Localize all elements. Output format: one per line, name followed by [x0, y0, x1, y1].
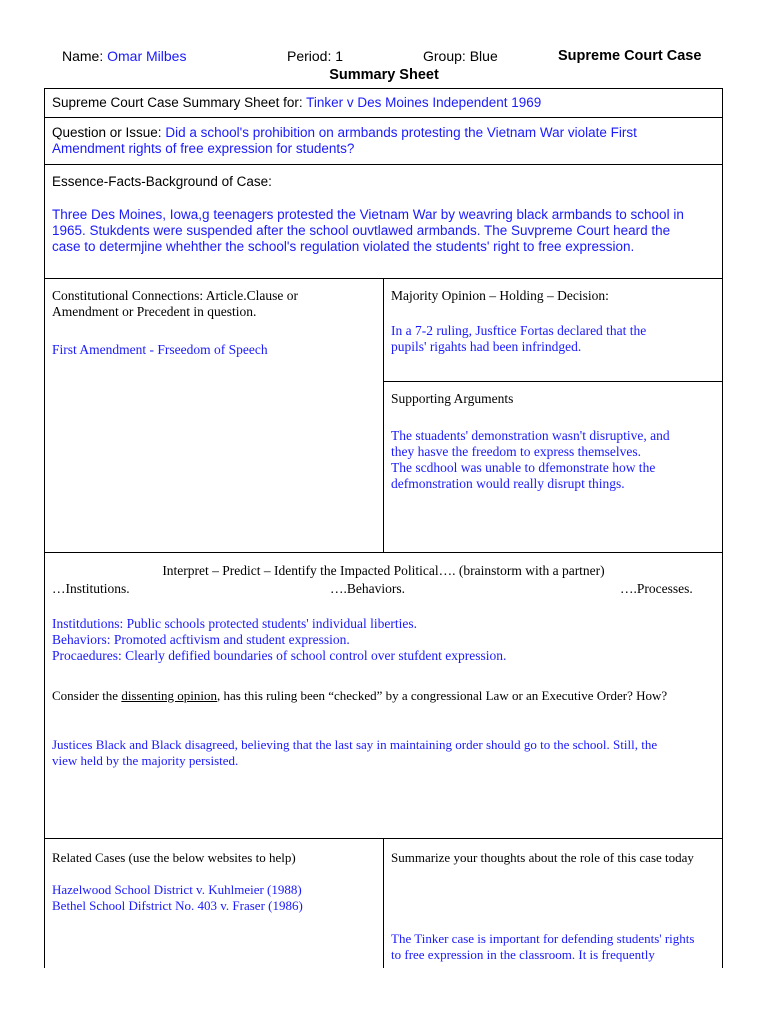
divider-4 [44, 552, 723, 553]
group-label: Group: [423, 48, 466, 64]
related-case-1: Hazelwood School District v. Kuhlmeier (1988) [52, 882, 302, 897]
vertical-divider-upper [383, 278, 384, 552]
consider-pre: Consider the [52, 688, 122, 703]
interpret-answers [52, 616, 720, 664]
answer-institutions: Institdutions: Public schools protected students' individual liberties. [52, 616, 418, 631]
majority-text [391, 323, 719, 355]
interpret-col-processes: ….Processes. [620, 581, 693, 596]
student-name: Omar Milbes [107, 48, 187, 64]
divider-1 [44, 117, 723, 118]
dissent-line-1: Justices Black and Black disagreed, believing that the last say in maintaining order should go to the school. Still, the [52, 737, 658, 752]
summary-label: Summarize your thoughts about the role of this case today [391, 850, 694, 865]
dissenting-opinion-link: dissenting opinion [121, 688, 218, 703]
supporting-line-3: The scdhool was unable to dfemonstrate how the [391, 460, 656, 475]
period-label: Period: [287, 48, 332, 64]
consider-post: , has this ruling been “checked” by a congressional Law or an Executive Order? How? [217, 688, 668, 703]
essence-text [52, 207, 720, 255]
case-label: Supreme Court Case Summary Sheet for: [52, 95, 303, 110]
answer-behaviors: Behaviors: Promoted acftivism and student expression. [52, 632, 350, 647]
period-value: 1 [335, 48, 344, 64]
constitutional-value: First Amendment - Frseedom of Speech [52, 342, 268, 357]
majority-line-2: pupils' rigahts had been infrindged. [391, 339, 582, 354]
related-cases [52, 882, 377, 914]
dissent-answer [52, 737, 720, 769]
dissent-line-2: view held by the majority persisted. [52, 753, 239, 768]
group-field [423, 48, 498, 64]
majority-line-1: In a 7-2 ruling, Jusftice Fortas declared that the [391, 323, 647, 338]
page-title-line2: Summary Sheet [329, 67, 439, 83]
constitutional-label-2: Amendment or Precedent in question. [52, 304, 257, 319]
group-value: Blue [469, 48, 498, 64]
page-title-line1: Supreme Court Case [558, 48, 702, 64]
question-value-1: Did a school's prohibition on armbands protesting the Vietnam War violate First [165, 125, 637, 140]
period-field [287, 48, 343, 64]
divider-2 [44, 164, 723, 165]
supporting-line-1: The stuadents' demonstration wasn't disruptive, and [391, 428, 670, 443]
essence-line-3: case to determjine whehther the school's regulation violated the students' right to free expression. [52, 239, 635, 254]
interpret-col-behaviors: ….Behaviors. [330, 581, 405, 596]
answer-procedures: Procaedures: Clearly defified boundaries of school control over stufdent expression. [52, 648, 507, 663]
consider-question [52, 688, 720, 704]
supporting-line-4: defmonstration would really disrupt things. [391, 476, 625, 491]
vertical-divider-lower [383, 838, 384, 968]
related-label: Related Cases (use the below websites to help) [52, 850, 296, 865]
essence-label: Essence-Facts-Background of Case: [52, 174, 272, 189]
interpret-heading: Interpret – Predict – Identify the Impacted Political…. (brainstorm with a partner) [162, 563, 605, 578]
question-value-2: Amendment rights of free expression for students? [52, 141, 355, 156]
question-row [52, 125, 717, 157]
related-case-2: Bethel School Difstrict No. 403 v. Fraser (1986) [52, 898, 303, 913]
supporting-line-2: they hasve the freedom to express themselves. [391, 444, 642, 459]
summary-line-2: to free expression in the classroom. It is frequently [391, 947, 655, 962]
essence-line-2: 1965. Stukdents were suspended after the school ouvtlawed armbands. The Suvpreme Court heard the [52, 223, 671, 238]
divider-majority [383, 381, 723, 382]
supporting-text [391, 428, 719, 492]
case-row [52, 95, 712, 111]
name-label-text: Name: [62, 48, 104, 64]
majority-label: Majority Opinion – Holding – Decision: [391, 288, 609, 303]
supporting-label: Supporting Arguments [391, 391, 514, 406]
name-label [62, 48, 186, 64]
essence-line-1: Three Des Moines, Iowa,g teenagers protested the Vietnam War by weavring black armbands to school in [52, 207, 684, 222]
interpret-col-institutions: …Institutions. [52, 581, 130, 596]
constitutional-label [52, 288, 377, 320]
summary-text [391, 931, 721, 963]
question-label: Question or Issue: [52, 125, 162, 140]
case-value: Tinker v Des Moines Independent 1969 [306, 95, 542, 110]
summary-line-1: The Tinker case is important for defending students' rights [391, 931, 695, 946]
constitutional-label-1: Constitutional Connections: Article.Clause or [52, 288, 298, 303]
